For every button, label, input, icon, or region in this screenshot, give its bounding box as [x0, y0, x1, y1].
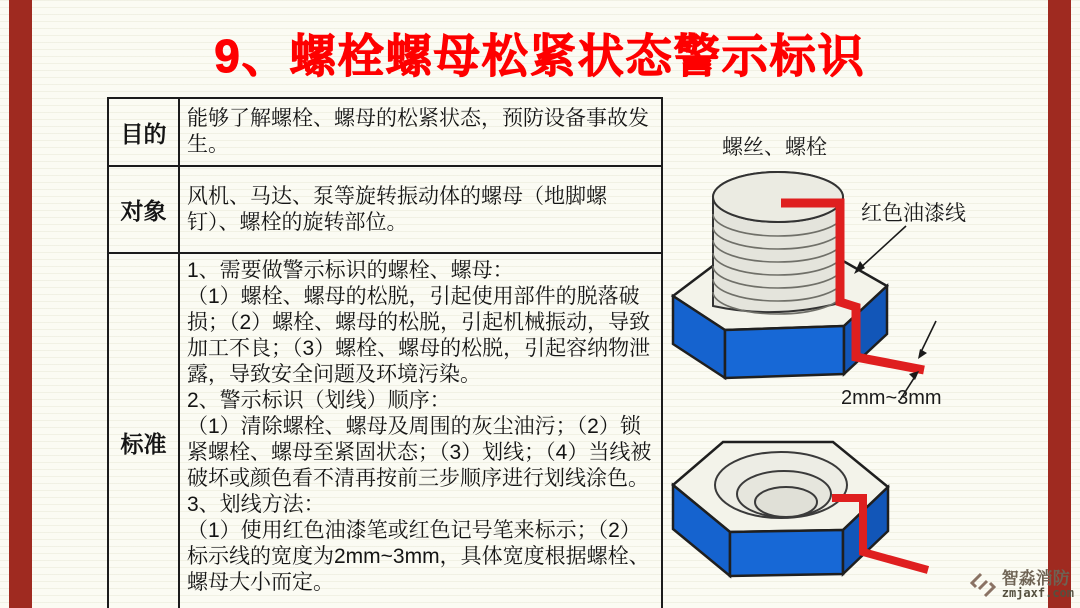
page-title: 9、螺栓螺母松紧状态警示标识 [214, 30, 866, 82]
paragraph: 2、警示标识（划线）顺序： [187, 389, 451, 412]
paint-line-arrow [854, 226, 906, 274]
width-label: 2mm~3mm [841, 387, 942, 409]
paragraph: 3、划线方法： [187, 493, 325, 516]
paint-line-label: 红色油漆线 [861, 202, 966, 225]
nut-front-face [725, 326, 844, 378]
row-content [179, 166, 662, 253]
bolt-label: 螺丝、螺栓 [722, 136, 827, 159]
logo-name: 智淼消防 [1001, 568, 1070, 588]
row-header: 目的 [108, 98, 179, 166]
row-header: 对象 [108, 166, 179, 253]
nut-diagram [660, 428, 960, 596]
right-border-bar [1048, 0, 1071, 608]
paragraph: （1）清除螺栓、螺母及周围的灰尘油污；（2）锁紧螺栓、螺母至紧固状态；（3）划线；（4）当线被破坏或颜色看不清再按前三步顺序进行划线涂色。 [187, 415, 652, 490]
nut2-front-face [730, 530, 843, 576]
info-table-body [108, 98, 662, 608]
left-border-bar [9, 0, 32, 608]
paragraph: 1、需要做警示标识的螺栓、螺母： [187, 259, 514, 282]
logo-diamond-icon [968, 570, 998, 600]
paragraph: （1）螺栓、螺母的松脱，引起使用部件的脱落破损；（2）螺栓、螺母的松脱，引起机械振动，导致加工不良；（3）螺栓、螺母的松脱，引起容纳物泄露，导致安全问题及环境污染。 [187, 285, 651, 386]
paragraph: 风机、马达、泵等旋转振动体的螺母（地脚螺钉）、螺栓的旋转部位。 [187, 184, 607, 234]
paragraph: 能够了解螺栓、螺母的松紧状态，预防设备事故发生。 [187, 107, 649, 156]
row-content [179, 98, 662, 166]
row-header: 标准 [108, 253, 179, 608]
table-row [108, 98, 662, 166]
table-row [108, 166, 662, 253]
logo [968, 570, 1074, 600]
logo-domain: zmjaxf.com [1001, 586, 1074, 601]
info-table [107, 97, 663, 608]
paragraph: （1）使用红色油漆笔或红色记号笔来标示；（2）标示线的宽度为2mm~3mm，具体宽度根据螺栓、螺母大小而定。 [187, 519, 650, 594]
row-content [179, 253, 662, 608]
hole-inner [755, 487, 817, 517]
table-row [108, 253, 662, 608]
